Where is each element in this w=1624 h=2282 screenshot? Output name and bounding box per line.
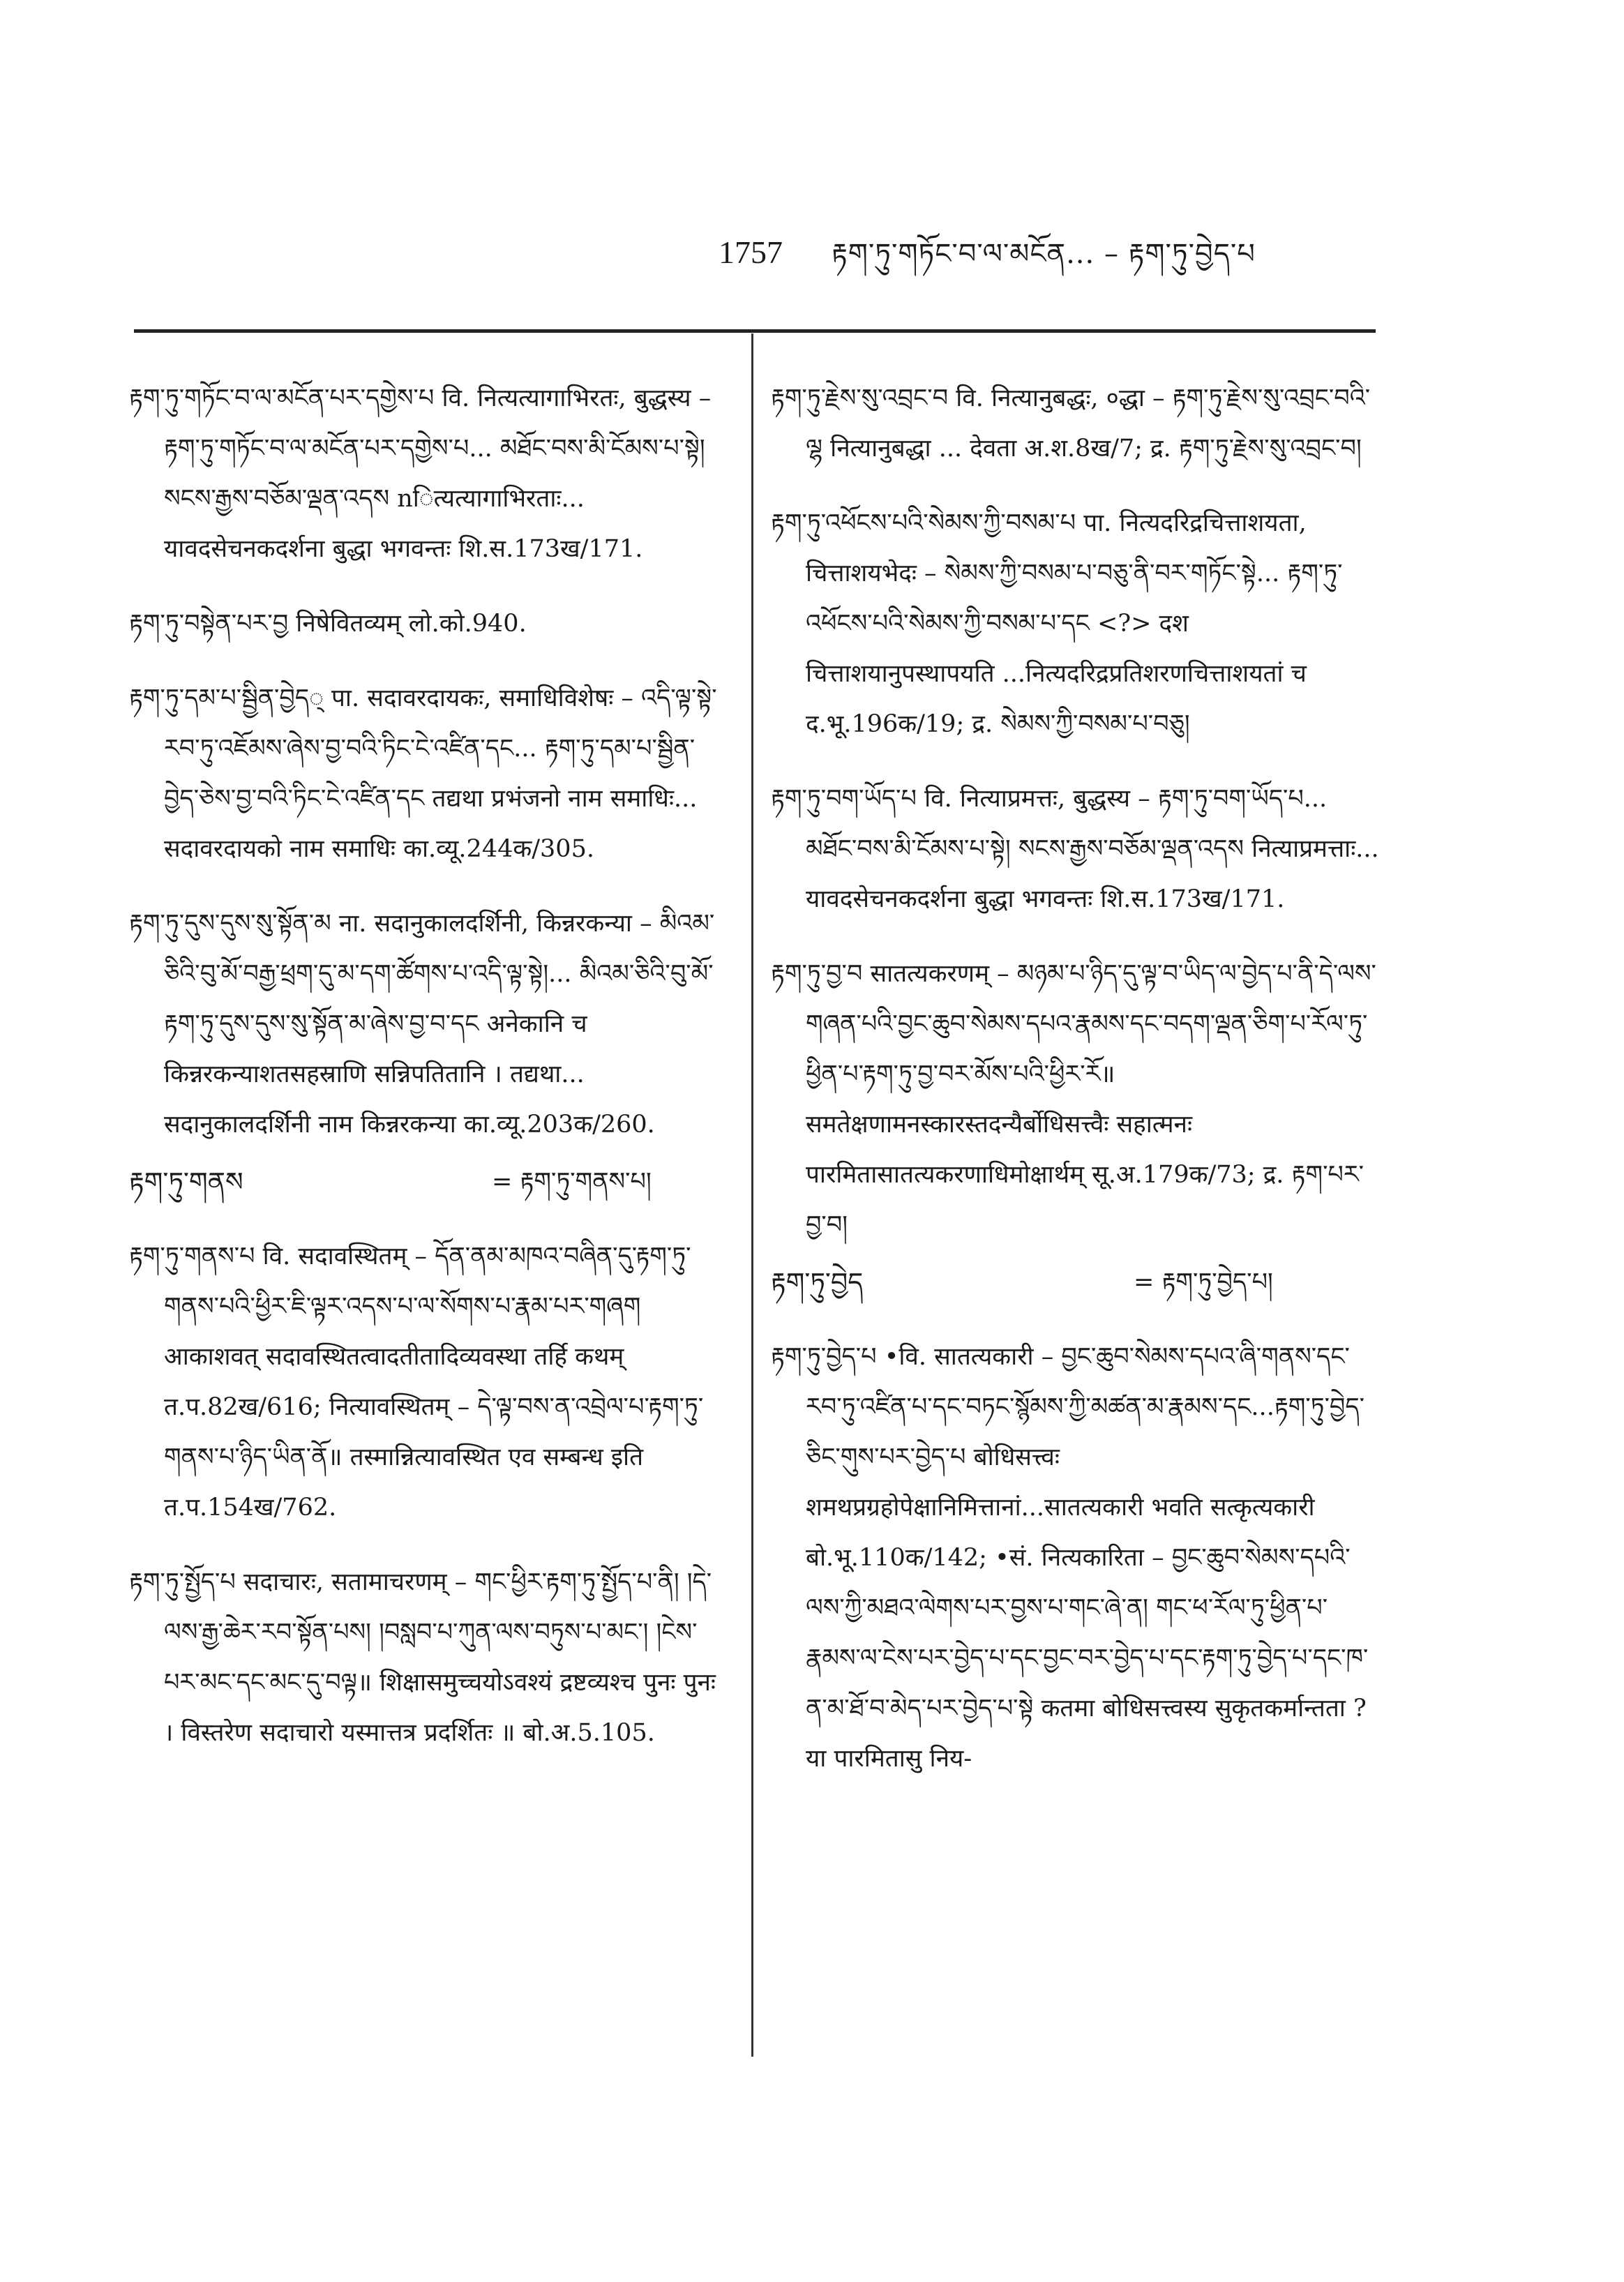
dictionary-entry: རྟག་ཏུ་རྗེས་སུ་འབྲང་བ वि. नित्यानुबद्धः, ०द्धा – རྟག་ཏུ་རྗེས་སུ་འབྲང་བའི་ལྷ नित्यानुबद्धा ... देवता अ.श.8ख/7; द्र. རྟག་ཏུ་རྗེས་སུ་འབྲང་བ། bbox=[771, 384, 1371, 463]
cross-reference-target: = རྟག་ཏུ་བྱེད་པ། bbox=[1134, 1268, 1273, 1296]
running-head: རྟག་ཏུ་གཏོང་བ་ལ་མངོན... – རྟག་ཏུ་བྱེད་པ bbox=[832, 238, 1256, 270]
dictionary-entry: རྟག་ཏུ་བྱ་བ सातत्यकरणम् – མཉམ་པ་ཉིད་དུ་ལྟ་བ་ཡིད་ལ་བྱེད་པ་ནི་དེ་ལས་གཞན་པའི་བྱང་ཆུབ་སེམས་དཔའ་རྣམས་དང་བདག་ལྡན་ཅིག་པ་རོལ་ཏུ་ཕྱིན་པ་རྟག་ཏུ་བྱ་བར་མོས་པའི་ཕྱིར་རོ॥ समतेक्षणामनस्कारस्तदन्यैर्बोधिसत्त्वैः सहात्मनः पारमितासातत्यकरणाधिमोक्षार्थम् सू.अ.179क/73; द्र. རྟག་པར་བྱ་བ། bbox=[771, 960, 1376, 1239]
dictionary-entry: རྟག་ཏུ་དམ་པ་སྦྱིན་བྱེད् पा. सदावरदायकः, समाधिविशेषः – འདི་ལྟ་སྟེ་རབ་ཏུ་འཇོམས་ཞེས་བྱ་བའི་ཏིང་ངེ་འཛིན་དང... རྟག་ཏུ་དམ་པ་སྦྱིན་བྱེད་ཅེས་བྱ་བའི་ཏིང་ངེ་འཛིན་དང तद्यथा प्रभंजनो नाम समाधिः... सदावरदायको नाम समाधिः का.व्यू.244क/305. bbox=[129, 684, 717, 863]
column-divider bbox=[751, 333, 753, 2057]
dictionary-entry: རྟག་ཏུ་སྤྱོད་པ सदाचारः, सतामाचरणम् – གང་ཕྱིར་རྟག་ཏུ་སྤྱོད་པ་ནི། །དེ་ལས་རྒྱ་ཆེར་རབ་སྟོན་པས། །བསླབ་པ་ཀུན་ལས་བཏུས་པ་མང་། །ངེས་པར་མང་དང་མང་དུ་བལྟ॥ शिक्षासमुच्चयोऽवश्यं द्रष्टव्यश्च पुनः पुनः । विस्तरेण सदाचारो यस्मात्तत्र प्रदर्शितः ॥ बो.अ.5.105. bbox=[129, 1568, 716, 1747]
header-rule bbox=[134, 329, 1376, 333]
left-column bbox=[129, 349, 725, 1765]
right-column bbox=[771, 349, 1381, 1791]
cross-reference-entry bbox=[129, 1157, 725, 1207]
dictionary-entry: རྟག་ཏུ་བསྟེན་པར་བྱ निषेवितव्यम् लो.को.940. bbox=[129, 610, 527, 638]
page-number: 1757 bbox=[719, 234, 783, 270]
dictionary-entry: རྟག་ཏུ་བག་ཡོད་པ वि. नित्याप्रमत्तः, बुद्धस्य – རྟག་ཏུ་བག་ཡོད་པ... མཐོང་བས་མི་ངོམས་པ་སྟེ། སངས་རྒྱས་བཅོམ་ལྡན་འདས नित्याप्रमत्ताः... यावदसेचनकदर्शना बुद्धा भगवन्तः शि.स.173ख/171. bbox=[771, 785, 1379, 913]
dictionary-entry: རྟག་ཏུ་དུས་དུས་སུ་སྟོན་མ ना. सदानुकालदर्शिनी, किन्नरकन्या – མིའམ་ཅིའི་བུ་མོ་བརྒྱ་ཕྲག་དུ་མ་དག་ཚོགས་པ་འདི་ལྟ་སྟེ།... མིའམ་ཅིའི་བུ་མོ་རྟག་ཏུ་དུས་དུས་སུ་སྟོན་མ་ཞེས་བྱ་བ་དང अनेकानि च किन्नरकन्याशतसहस्राणि सन्निपतितानि । तद्यथा... सदानुकालदर्शिनी नाम किन्नरकन्या का.व्यू.203क/260. bbox=[129, 910, 715, 1139]
dictionary-entry: རྟག་ཏུ་འཕོངས་པའི་སེམས་ཀྱི་བསམ་པ पा. नित्यदरिद्रचित्ताशयता, चित्ताशयभेदः – སེམས་ཀྱི་བསམ་པ་བཅུ་ནི་བར་གཏོང་སྟེ... རྟག་ཏུ་འཕོངས་པའི་སེམས་ཀྱི་བསམ་པ་དང <?> दश चित्ताशयानुपस्थापयति ...नित्यदरिद्रप्रतिशरणचित्ताशयतां च द.भू.196क/19; द्र. སེམས་ཀྱི་བསམ་པ་བཅུ། bbox=[771, 509, 1343, 738]
page-header bbox=[719, 222, 1478, 278]
entry-headword: རྟག་ཏུ་གནས bbox=[129, 1166, 243, 1197]
dictionary-entry: རྟག་ཏུ་གནས་པ वि. सदावस्थितम् – དོན་ནམ་མཁའ་བཞིན་དུ་རྟག་ཏུ་གནས་པའི་ཕྱིར་ཇི་ལྟར་འདས་པ་ལ་སོགས་པ་རྣམ་པར་གཞག आकाशवत् सदावस्थितत्वादतीतादिव्यवस्था तर्हि कथम् त.प.82ख/616; नित्यावस्थितम् – དེ་ལྟ་བས་ན་འབྲེལ་པ་རྟག་ཏུ་གནས་པ་ཉིད་ཡིན་ནོ॥ तस्मान्नित्यावस्थित एव सम्बन्ध इति त.प.154ख/762. bbox=[129, 1243, 704, 1522]
cross-reference-entry bbox=[771, 1257, 1381, 1307]
entry-headword: རྟག་ཏུ་བྱེད bbox=[771, 1267, 864, 1298]
cross-reference-target: = རྟག་ཏུ་གནས་པ། bbox=[492, 1168, 652, 1196]
dictionary-entry: རྟག་ཏུ་གཏོང་བ་ལ་མངོན་པར་དགྱེས་པ वि. नित्यत्यागाभिरतः, बुद्धस्य – རྟག་ཏུ་གཏོང་བ་ལ་མངོན་པར་དགྱེས་པ... མཐོང་བས་མི་ངོམས་པ་སྟེ། སངས་རྒྱས་བཅོམ་ལྡན་འདས nित्यत्यागाभिरताः... यावदसेचनकदर्शना बुद्धा भगवन्तः शि.स.173ख/171. bbox=[129, 384, 712, 563]
dictionary-entry: རྟག་ཏུ་བྱེད་པ •वि. सातत्यकारी – བྱང་ཆུབ་སེམས་དཔའ་ཞི་གནས་དང་རབ་ཏུ་འཛིན་པ་དང་བཏང་སྙོམས་ཀྱི་མཚན་མ་རྣམས་དང...རྟག་ཏུ་བྱེད་ཅིང་གུས་པར་བྱེད་པ बोधिसत्त्वः शमथप्रग्रहोपेक्षानिमित्तानां...सातत्यकारी भवति सत्कृत्यकारी बो.भू.110क/142; •सं. नित्यकारिता – བྱང་ཆུབ་སེམས་དཔའི་ལས་ཀྱི་མཐའ་ལེགས་པར་བྱས་པ་གང་ཞེ་ན། གང་ཕ་རོལ་ཏུ་ཕྱིན་པ་རྣམས་ལ་ངེས་པར་བྱེད་པ་དང་བྱང་བར་བྱེད་པ་དང་རྟག་ཏུ་བྱེད་པ་དང་ཁ་ན་མ་ཐོ་བ་མེད་པར་བྱེད་པ་སྟེ कतमा बोधिसत्त्वस्य सुकृतकर्मान्तता ? या पारमितासु निय- bbox=[771, 1343, 1369, 1773]
